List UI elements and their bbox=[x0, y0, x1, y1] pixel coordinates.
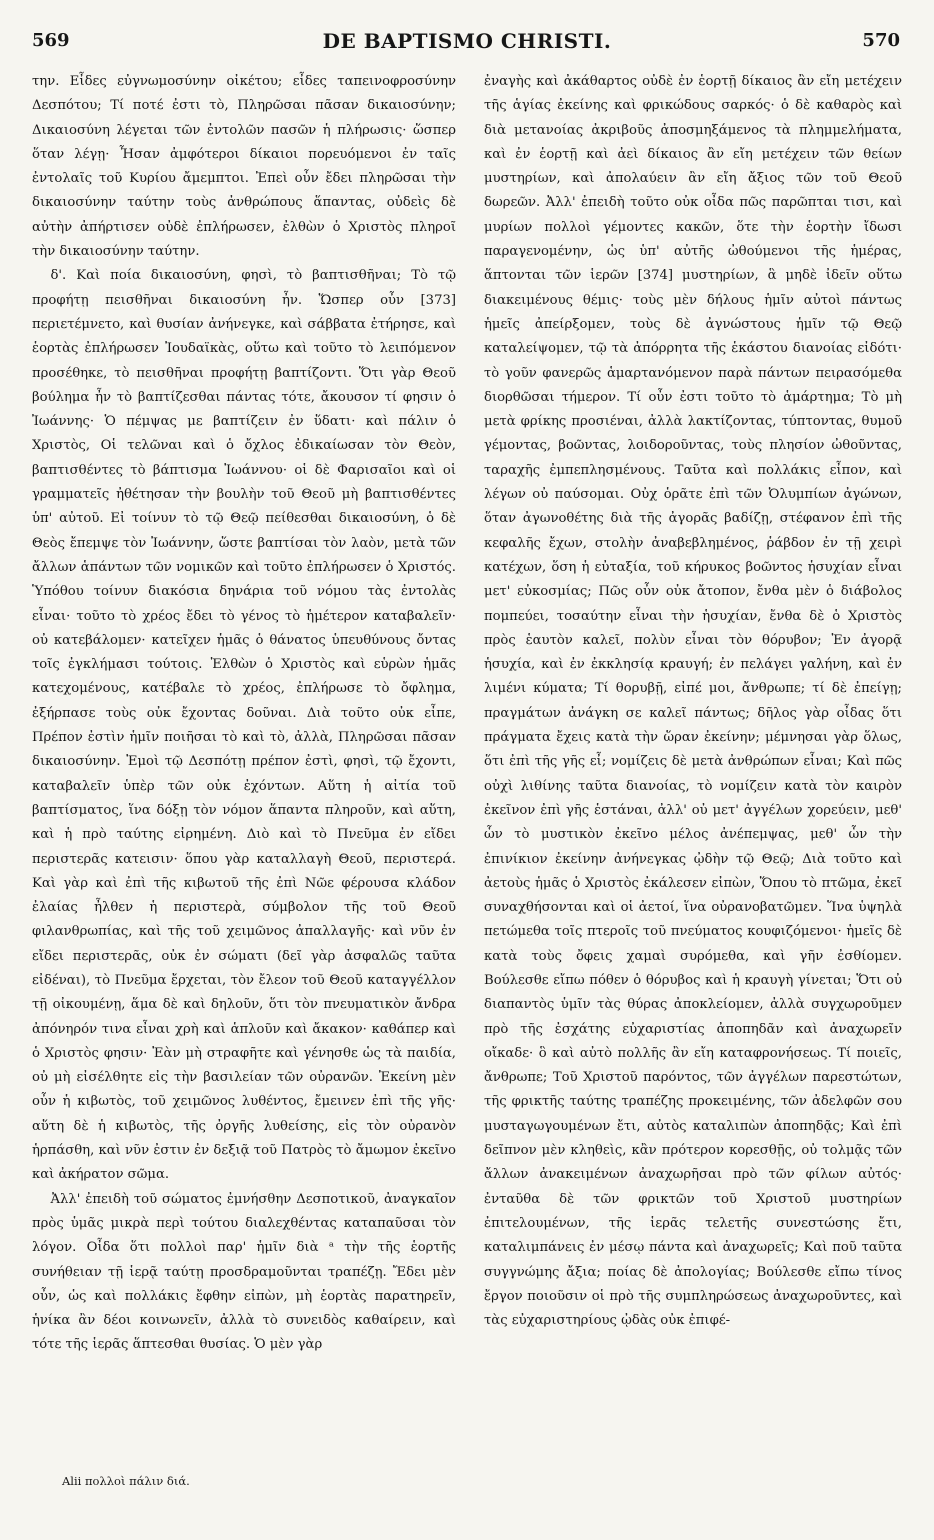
paragraph: ἐναγὴς καὶ ἀκάθαρτος οὐδὲ ἐν ἑορτῇ δίκαιος ἂν εἴη μετέχειν τῆς ἁγίας ἐκείνης καὶ φρικώδους σαρκός· ὁ δὲ καθαρὸς καὶ διὰ μετανοίας ἀκριβοῦς ἀποσμηξάμενος τὰ πλημμελήματα, καὶ ἐν ἑορτῇ καὶ ἀεὶ δίκαιος ἂν εἴη μετέχειν τῶν θείων μυστηρίων, καὶ ἀπολαύειν ἂν εἴη ἄξιος τῶν τοῦ Θεοῦ δωρεῶν. Ἀλλ' ἐπειδὴ τοῦτο οὐκ οἶδα πῶς παρῶπται τισι, καὶ μυρίων πολλοὶ γέμοντες κακῶν, ὅτε τὴν ἑορτὴν ἴδωσι παραγενομένην, ὡς ὑπ' αὐτῆς ὠθούμενοι τῆς ἡμέρας, ἅπτονται τῶν ἱερῶν [374] μυστηρίων, ἃ μηδὲ ἰδεῖν οὕτω διακειμένους θέμις· τοὺς μὲν δήλους ἡμῖν αὐτοὶ πάντως ἡμεῖς ἀπείρξομεν, τοὺς δὲ ἀγνώστους ἡμῖν τῷ Θεῷ καταλείψομεν, τῷ τὰ ἀπόρρητα τῆς ἑκάστου διανοίας εἰδότι· τὸ γοῦν φανερῶς ἁμαρτανόμενον παρὰ πάντων πειρασόμεθα διορθῶσαι τήμερον. Τί οὖν ἐστι τοῦτο τὸ ἁμάρτημα; Τὸ μὴ μετὰ φρίκης προσιέναι, ἀλλὰ λακτίζοντας, τύπτοντας, θυμοῦ γέμοντας, βοῶντας, λοιδοροῦντας, τοὺς πλησίον ὠθοῦντας, ταραχῆς ἐμπεπλησμένους. Ταῦτα καὶ πολλάκις εἶπον, καὶ λέγων οὐ παύσομαι. Οὐχ ὁρᾶτε ἐπὶ τῶν Ὀλυμπίων ἀγώνων, ὅταν ἀγωνοθέτης διὰ τῆς ἀγορᾶς βαδίζῃ, στέφανον ἐπὶ τῆς κεφαλῆς ἔχων, στολὴν ἀναβεβλημένος, ῥάβδον ἐν τῇ χειρὶ κατέχων, ὅση ἡ εὐταξία, τοῦ κήρυκος βοῶντος ἡσυχίαν εἶναι μετ' εὐκοσμίας; Πῶς οὖν οὐκ ἄτοπον, ἔνθα μὲν ὁ διάβολος πομπεύει, τοσαύτην εἶναι τὴν ἡσυχίαν, ἔνθα δὲ ὁ Χριστὸς πρὸς ἑαυτὸν καλεῖ, πολὺν εἶναι τὸν θόρυβον; Ἐν ἀγορᾷ ἡσυχία, καὶ ἐν ἐκκλησίᾳ κραυγή; ἐν πελάγει γαλήνη, καὶ ἐν λιμένι κύματα; Τί θορυβῇ, εἰπέ μοι, ἄνθρωπε; τί δὲ ἐπείγῃ; πραγμάτων ἀνάγκη σε καλεῖ πάντως; δῆλος γὰρ οἶδας ὅτι πράγματα ἔχεις κατὰ τὴν ὥραν ἐκείνην; μέμνησαι γὰρ ὅλως, ὅτι ἐπὶ τῆς γῆς εἶ; νομίζεις δὲ μετὰ ἀνθρώπων εἶναι; Καὶ πῶς οὐχὶ λιθίνης ταῦτα διανοίας, τὸ νομίζειν κατὰ τὸν καιρὸν ἐκεῖνον ἐπὶ γῆς ἑστάναι, ἀλλ' οὐ μετ' ἀγγέλων χορεύειν, μεθ' ὧν τὸ μυστικὸν ἐκεῖνο μέλος ἀνέπεμψας, μεθ' ὧν τὴν ἐπινίκιον ἐκείνην ἀνήνεγκας ᾠδὴν τῷ Θεῷ; Διὰ τοῦτο καὶ ἀετοὺς ἡμᾶς ὁ Χριστὸς ἐκάλεσεν εἰπὼν, Ὅπου τὸ πτῶμα, ἐκεῖ συναχθήσονται καὶ οἱ ἀετοί, ἵνα οὐρανοβατῶμεν. Ἵνα ὑψηλὰ πετώμεθα τοῖς πτεροῖς τοῦ πνεύματος κουφιζόμενοι· ἡμεῖς δὲ κατὰ τοὺς ὄφεις χαμαὶ συρόμεθα, καὶ γῆν ἐσθίομεν. Βούλεσθε εἴπω πόθεν ὁ θόρυβος καὶ ἡ κραυγὴ γίνεται; Ὅτι οὐ διαπαντὸς ὑμῖν τὰς θύρας ἀποκλείομεν, ἀλλὰ συγχωροῦμεν πρὸ τῆς ἐσχάτης εὐχαριστίας ἀποπηδᾶν καὶ ἀναχωρεῖν οἴκαδε· ὃ καὶ αὐτὸ πολλῆς ἂν εἴη καταφρονήσεως. Τί ποιεῖς, ἄνθρωπε; Τοῦ Χριστοῦ παρόντος, τῶν ἀγγέλων παρεστώτων, τῆς φρικτῆς ταύτης τραπέζης προκειμένης, τῶν ἀδελφῶν σου μυσταγωγουμένων ἔτι, αὐτὸς καταλιπὼν ἀποπηδᾷς; Καὶ ἐπὶ δεῖπνον μὲν κληθεὶς, κἂν πρότερον κορεσθῇς, οὐ τολμᾷς τῶν ἄλλων ἀνακειμένων ἀναχωρῆσαι πρὸ τῶν φίλων αὐτός· ἐνταῦθα δὲ τῶν φρικτῶν τοῦ Χριστοῦ μυστηρίων ἐπιτελουμένων, τῆς ἱερᾶς τελετῆς συνεστώσης ἔτι, καταλιμπάνεις ἐν μέσῳ πάντα καὶ ἀναχωρεῖς; Καὶ ποῦ ταῦτα συγγνώμης ἄξια; ποίας δὲ ἀπολογίας; Βούλεσθε εἴπω τίνος ἔργον ποιοῦσιν οἱ πρὸ τῆς συμπληρώσεως ἀναχωροῦντες, καὶ τὰς εὐχαριστηρίους ᾠδὰς οὐκ ἐπιφέ- bbox=[484, 74, 902, 1329]
page-number-right: 570 bbox=[862, 30, 900, 51]
left-column bbox=[32, 70, 456, 1465]
running-title: DE BAPTISMO CHRISTI. bbox=[322, 29, 612, 53]
paragraph: Ἀλλ' ἐπειδὴ τοῦ σώματος ἐμνήσθην Δεσποτικοῦ, ἀναγκαῖον πρὸς ὑμᾶς μικρὰ περὶ τούτου διαλεχθέντας καταπαῦσαι τὸν λόγον. Οἶδα ὅτι πολλοὶ παρ' ἡμῖν διὰ ᵃ τὴν τῆς ἑορτῆς συνήθειαν τῇ ἱερᾷ ταύτῃ προσδραμοῦνται τραπέζῃ. Ἔδει μὲν οὖν, ὡς καὶ πολλάκις ἔφθην εἰπὼν, μὴ ἑορτὰς παρατηρεῖν, ἡνίκα ἂν δέοι κοινωνεῖν, ἀλλὰ τὸ συνειδὸς καθαίρειν, καὶ τότε τῆς ἱερᾶς ἅπτεσθαι θυσίας. Ὁ μὲν γὰρ bbox=[32, 1191, 456, 1353]
footnote: Alii πολλοὶ πάλιν διά. bbox=[62, 1474, 190, 1488]
paragraph: την. Εἶδες εὐγνωμοσύνην οἰκέτου; εἶδες ταπεινοφροσύνην Δεσπότου; Τί ποτέ ἐστι τὸ, Πληρῶσαι πᾶσαν δικαιοσύνην; Δικαιοσύνη λέγεται τῶν ἐντολῶν πασῶν ἡ πλήρωσις· ὥσπερ ὅταν λέγῃ· Ἦσαν ἀμφότεροι δίκαιοι πορευόμενοι ἐν ταῖς ἐντολαῖς τοῦ Κυρίου ἄμεμπτοι. Ἐπεὶ οὖν ἔδει πληρῶσαι τὴν δικαιοσύνην ταύτην τοὺς ἀνθρώπους ἅπαντας, οὐδεὶς δὲ αὐτὴν ἀπήρτισεν οὐδὲ ἐπλήρωσεν, ἐλθὼν ὁ Χριστὸς πληροῖ τὴν δικαιοσύνην ταύτην. bbox=[32, 74, 456, 260]
right-column bbox=[484, 70, 902, 1465]
page-number-left: 569 bbox=[32, 30, 70, 51]
paragraph: δ'. Καὶ ποία δικαιοσύνη, φησὶ, τὸ βαπτισθῆναι; Τὸ τῷ προφήτῃ πεισθῆναι δικαιοσύνη ἦν. Ὥσπερ οὖν [373] περιετέμνετο, καὶ θυσίαν ἀνήνεγκε, καὶ σάββατα ἐτήρησε, καὶ ἑορτὰς ἐπλήρωσεν Ἰουδαϊκὰς, οὕτω καὶ τοῦτο τὸ λειπόμενον προσέθηκε, τὸ πεισθῆναι προφήτῃ βαπτίζοντι. Ὅτι γὰρ Θεοῦ βούλημα ἦν τὸ βαπτίζεσθαι πάντας τότε, ἄκουσον τί φησιν ὁ Ἰωάννης· Ὁ πέμψας με βαπτίζειν ἐν ὕδατι· καὶ πάλιν ὁ Χριστὸς, Οἱ τελῶναι καὶ ὁ ὄχλος ἐδικαίωσαν τὸν Θεὸν, βαπτισθέντες τὸ βάπτισμα Ἰωάννου· οἱ δὲ Φαρισαῖοι καὶ οἱ γραμματεῖς ἠθέτησαν τὴν βουλὴν τοῦ Θεοῦ μὴ βαπτισθέντες ὑπ' αὐτοῦ. Εἰ τοίνυν τὸ τῷ Θεῷ πείθεσθαι δικαιοσύνη, ὁ δὲ Θεὸς ἔπεμψε τὸν Ἰωάννην, ὥστε βαπτίσαι τὸν λαὸν, μετὰ τῶν ἄλλων ἁπάντων τῶν νομικῶν καὶ τοῦτο ἐπλήρωσεν ὁ Χριστός. Ὑπόθου τοίνυν διακόσια δηνάρια τοῦ νόμου τὰς ἐντολὰς εἶναι· τοῦτο τὸ χρέος ἔδει τὸ γένος τὸ ἡμέτερον καταβαλεῖν· οὐ κατεβάλομεν· κατεῖχεν ἡμᾶς ὁ θάνατος ὑπευθύνους ὄντας τοῖς ἐγκλήμασι τούτοις. Ἐλθὼν ὁ Χριστὸς καὶ εὑρὼν ἡμᾶς κατεχομένους, κατέβαλε τὸ χρέος, ἐπλήρωσε τὸ ὄφλημα, ἐξήρπασε τοὺς οὐκ ἔχοντας δοῦναι. Διὰ τοῦτο οὐκ εἶπε, Πρέπον ἐστὶν ἡμῖν ποιῆσαι τὸ καὶ τὸ, ἀλλὰ, Πληρῶσαι πᾶσαν δικαιοσύνην. Ἐμοὶ τῷ Δεσπότῃ πρέπον ἐστὶ, φησὶ, τῷ ἔχοντι, καταβαλεῖν ὑπὲρ τῶν οὐκ ἐχόντων. Αὕτη ἡ αἰτία τοῦ βαπτίσματος, ἵνα δόξῃ τὸν νόμον ἅπαντα πληροῦν, καὶ αὕτη, καὶ ἡ πρὸ ταύτης εἰρημένη. Διὸ καὶ τὸ Πνεῦμα ἐν εἴδει περιστερᾶς κατεισιν· ὅπου γὰρ καταλλαγὴ Θεοῦ, περιστερά. Καὶ γὰρ καὶ ἐπὶ τῆς κιβωτοῦ τῆς ἐπὶ Νῶε φέρουσα κλάδον ἐλαίας ἦλθεν ἡ περιστερὰ, σύμβολον τῆς τοῦ Θεοῦ φιλανθρωπίας, καὶ τῆς τοῦ χειμῶνος ἀπαλλαγῆς· καὶ νῦν ἐν εἴδει περιστερᾶς, οὐκ ἐν σώματι (δεῖ γὰρ ἀσφαλῶς ταῦτα εἰδέναι), τὸ Πνεῦμα ἔρχεται, τὸν ἔλεον τοῦ Θεοῦ καταγγέλλον τῇ οἰκουμένῃ, ἅμα δὲ καὶ δηλοῦν, ὅτι τὸν πνευματικὸν ἄνδρα ἀπόνηρόν τινα εἶναι χρὴ καὶ ἁπλοῦν καὶ ἄκακον· καθάπερ καὶ ὁ Χριστὸς φησιν· Ἐὰν μὴ στραφῆτε καὶ γένησθε ὡς τὰ παιδία, οὐ μὴ εἰσέλθητε εἰς τὴν βασιλείαν τῶν οὐρανῶν. Ἐκείνη μὲν οὖν ἡ κιβωτὸς, τοῦ χειμῶνος λυθέντος, ἔμεινεν ἐπὶ τῆς γῆς· αὕτη δὲ ἡ κιβωτὸς, τῆς ὀργῆς λυθείσης, εἰς τὸν οὐρανὸν ἡρπάσθη, καὶ νῦν ἐστιν ἐν δεξιᾷ τοῦ Πατρὸς τὸ ἄμωμον ἐκεῖνο καὶ ἀκήρατον σῶμα. bbox=[32, 268, 456, 1183]
